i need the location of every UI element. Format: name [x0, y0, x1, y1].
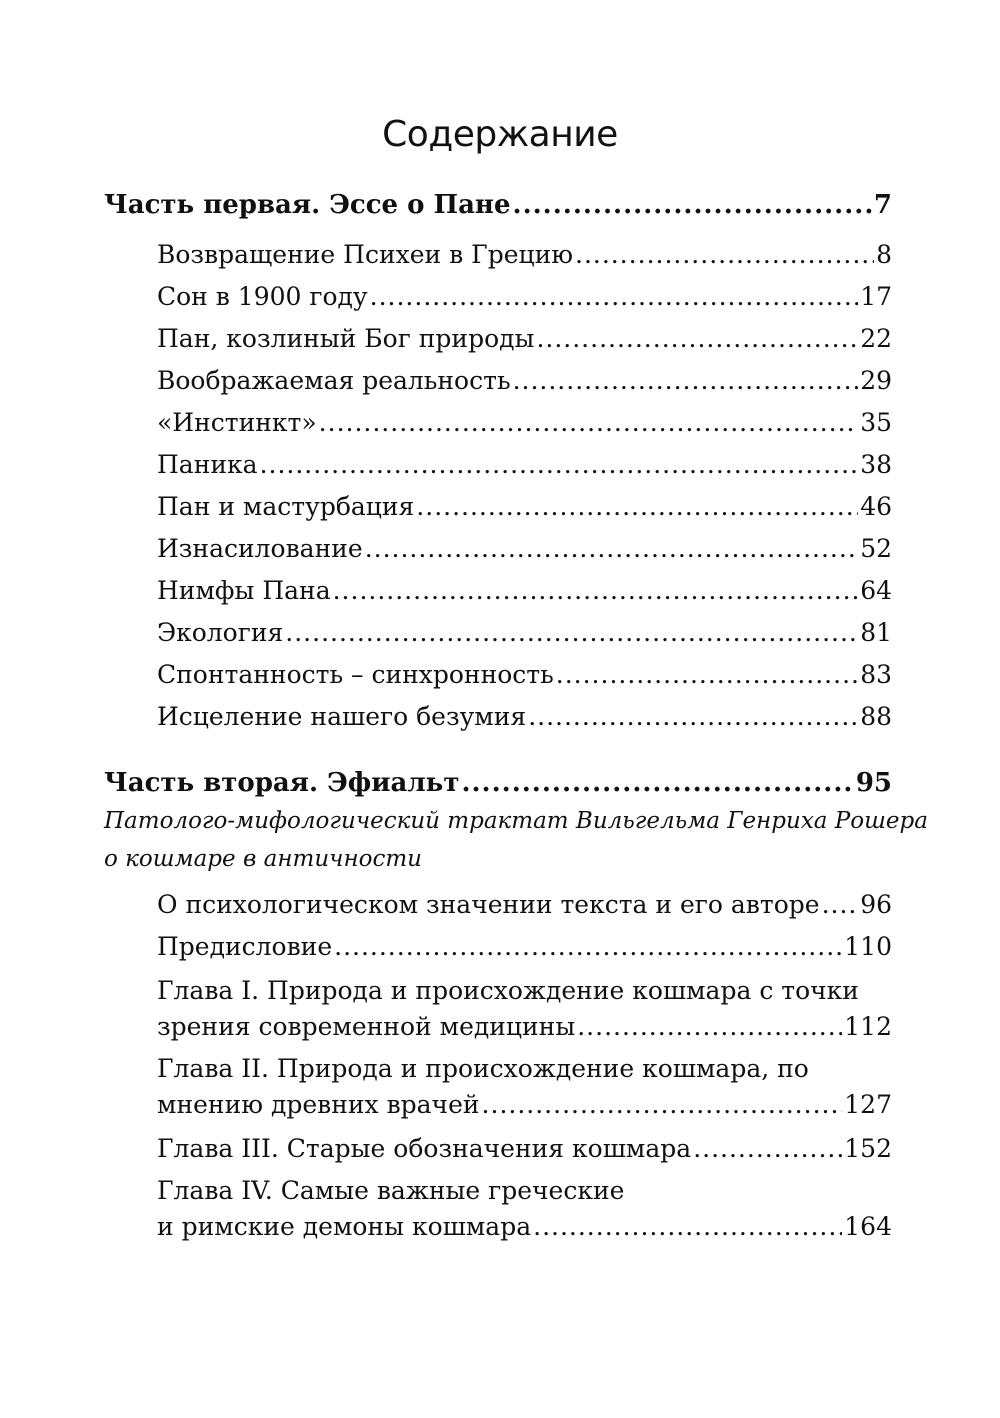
page-number: 64: [860, 576, 892, 605]
dot-leader: [482, 1090, 843, 1119]
toc-entry[interactable]: [157, 1012, 892, 1048]
page-number: 7: [873, 190, 892, 220]
entry-title: Пан, козлиный Бог природы: [157, 324, 535, 353]
page-number: 88: [860, 702, 892, 731]
dot-leader: [513, 190, 872, 220]
toc-entry[interactable]: [157, 408, 892, 444]
entry-title: Предисловие: [157, 932, 333, 961]
entry-title: Возвращение Психеи в Грецию: [157, 240, 573, 269]
toc-entry[interactable]: [157, 660, 892, 696]
entry-title-line-1[interactable]: Глава I. Природа и происхождение кошмара с точки: [157, 976, 859, 1005]
page-number: 35: [860, 408, 892, 437]
entry-title: Изнасилование: [157, 534, 363, 563]
dot-leader: [319, 408, 859, 437]
dot-leader: [365, 534, 858, 563]
page-number: 127: [844, 1090, 892, 1119]
entry-title: Спонтанность – синхронность: [157, 660, 554, 689]
dot-leader: [416, 492, 858, 521]
toc-entry[interactable]: [157, 366, 892, 402]
entry-title-line-1[interactable]: Глава II. Природа и происхождение кошмара, по: [157, 1054, 809, 1083]
dot-leader: [533, 1212, 842, 1241]
entry-title: Пан и мастурбация: [157, 492, 415, 521]
part-title: Часть вторая. Эфиальт: [104, 768, 460, 798]
entry-title: Паника: [157, 450, 258, 479]
dot-leader: [822, 890, 859, 919]
page-number: 17: [860, 282, 892, 311]
toc-entry[interactable]: [157, 932, 892, 968]
dot-leader: [285, 618, 858, 647]
entry-title-line-2: мнению древних врачей: [157, 1090, 480, 1119]
page-number: 112: [844, 1012, 892, 1041]
toc-entry[interactable]: [157, 1212, 892, 1248]
toc-entry[interactable]: [157, 450, 892, 486]
page-number: 38: [860, 450, 892, 479]
entry-title: Сон в 1900 году: [157, 282, 368, 311]
toc-entry[interactable]: [157, 492, 892, 528]
dot-leader: [334, 932, 842, 961]
page-number: 96: [860, 890, 892, 919]
entry-title: Глава III. Старые обозначения кошмара: [157, 1134, 692, 1163]
dot-leader: [556, 660, 858, 689]
dot-leader: [513, 366, 859, 395]
dot-leader: [333, 576, 859, 605]
toc-part-1[interactable]: [104, 190, 892, 226]
toc-entry[interactable]: [157, 1134, 892, 1170]
toc-entry[interactable]: [157, 702, 892, 738]
page-number: 95: [855, 768, 892, 798]
toc-entry[interactable]: [157, 240, 892, 276]
dot-leader: [536, 324, 858, 353]
page-number: 152: [844, 1134, 892, 1163]
page-number: 110: [844, 932, 892, 961]
entry-title: О психологическом значении текста и его авторе: [157, 890, 820, 919]
dot-leader: [693, 1134, 842, 1163]
entry-title: «Инстинкт»: [157, 408, 317, 437]
toc-entry[interactable]: [157, 1090, 892, 1126]
page-number: 164: [844, 1212, 892, 1241]
page-number: 81: [860, 618, 892, 647]
toc-entry[interactable]: [157, 576, 892, 612]
dot-leader: [461, 768, 853, 798]
entry-title: Экология: [157, 618, 284, 647]
entry-title: Исцеление нашего безумия: [157, 702, 527, 731]
dot-leader: [577, 1012, 842, 1041]
dot-leader: [575, 240, 874, 269]
entry-title-line-1[interactable]: Глава IV. Самые важные греческие: [157, 1176, 625, 1205]
page-title: Содержание: [382, 114, 618, 155]
toc-entry[interactable]: [157, 282, 892, 318]
page-number: 29: [860, 366, 892, 395]
dot-leader: [370, 282, 859, 311]
entry-title-line-2: и римские демоны кошмара: [157, 1212, 532, 1241]
toc-entry[interactable]: [157, 324, 892, 360]
toc-entry[interactable]: [157, 618, 892, 654]
part-subtitle-line-1: Патолого-мифологический трактат Вильгельма Генриха Рошера: [104, 808, 928, 834]
page-number: 22: [860, 324, 892, 353]
entry-title: Нимфы Пана: [157, 576, 331, 605]
part-title: Часть первая. Эссе о Пане: [104, 190, 511, 220]
page-number: 52: [860, 534, 892, 563]
dot-leader: [528, 702, 858, 731]
toc-part-2[interactable]: [104, 768, 892, 804]
page-number: 83: [860, 660, 892, 689]
entry-title: Воображаемая реальность: [157, 366, 511, 395]
toc-entry[interactable]: [157, 890, 892, 926]
dot-leader: [260, 450, 859, 479]
page-number: 8: [876, 240, 892, 269]
toc-entry[interactable]: [157, 534, 892, 570]
entry-title-line-2: зрения современной медицины: [157, 1012, 576, 1041]
page-number: 46: [860, 492, 892, 521]
part-subtitle-line-2: о кошмаре в античности: [104, 846, 422, 872]
